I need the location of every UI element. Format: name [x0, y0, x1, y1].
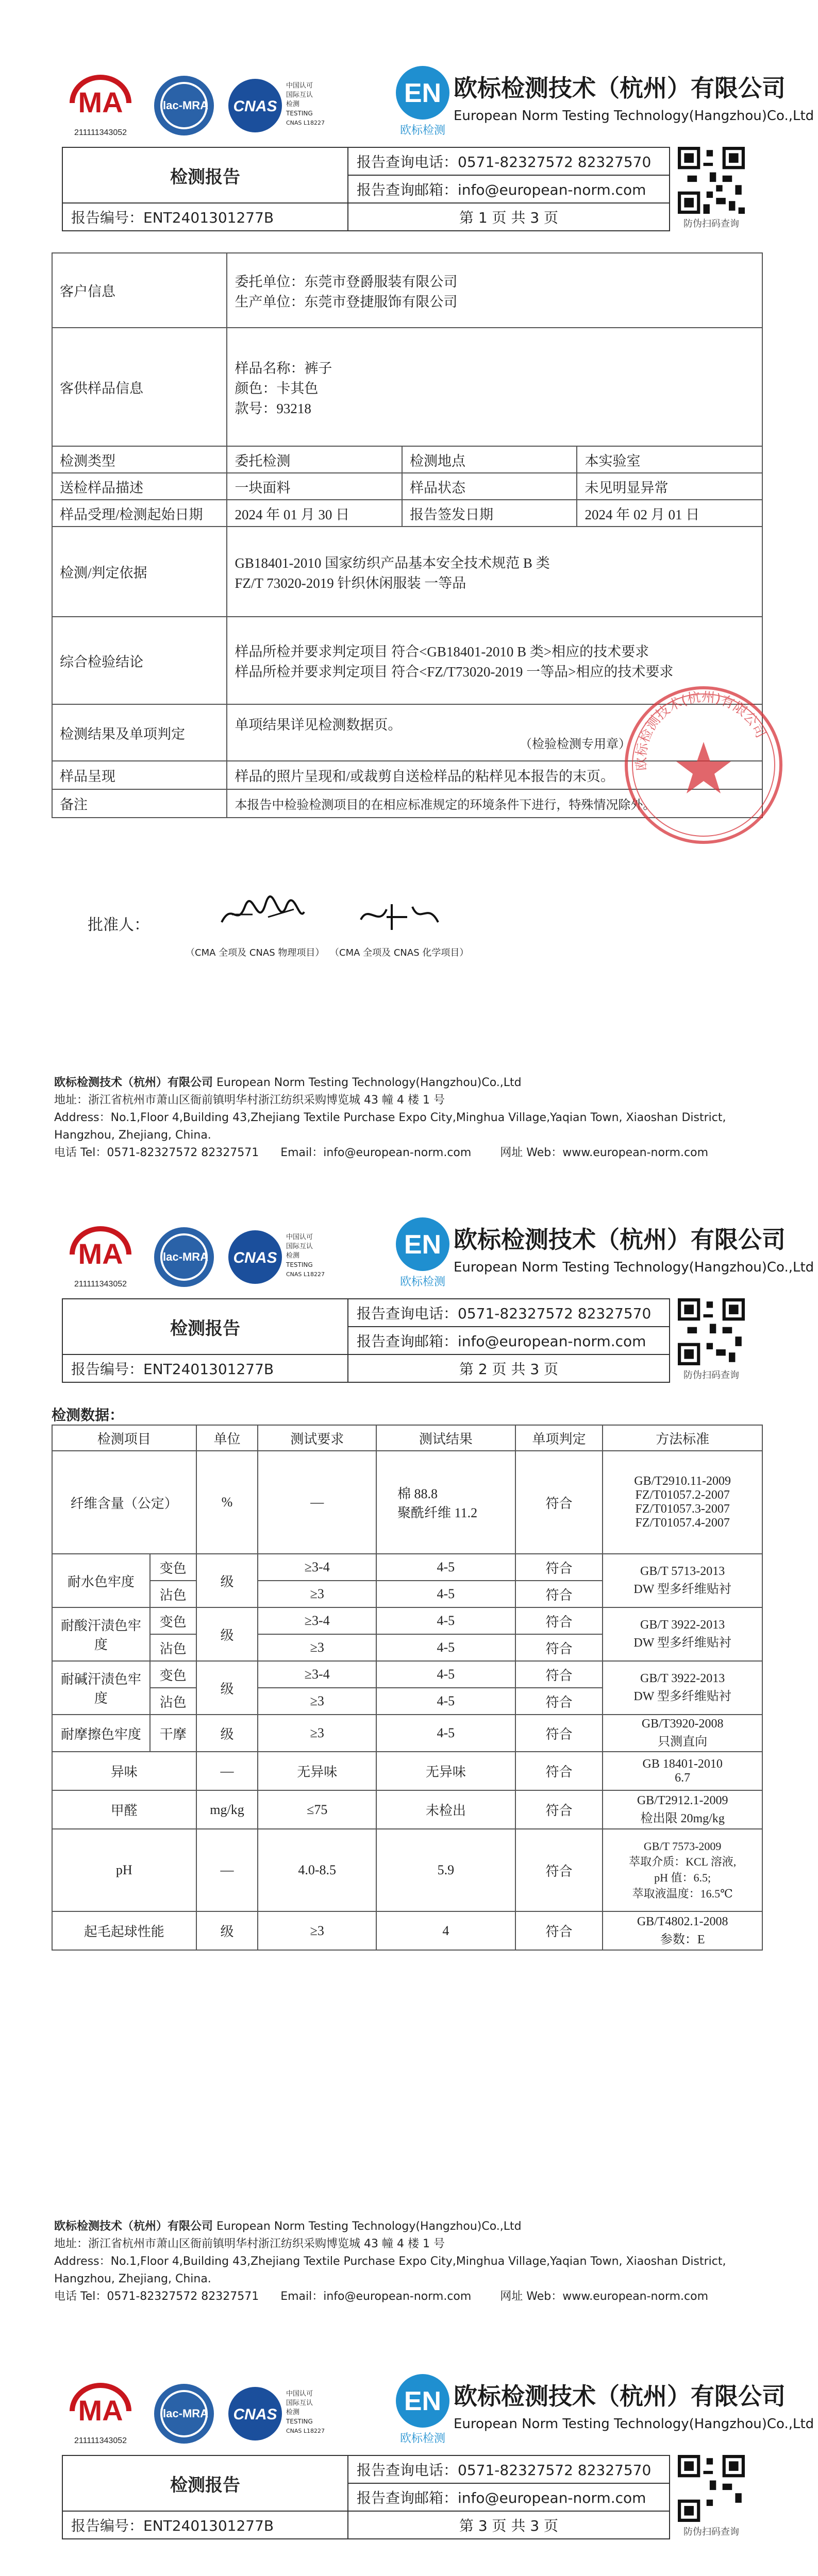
row-item: 耐摩擦色牢度	[52, 1715, 150, 1752]
company-name-cn: 欧标检测技术（杭州）有限公司	[454, 1226, 786, 1253]
appearance-label: 样品呈现	[52, 761, 227, 789]
report-number: 报告编号：ENT2401301277B	[62, 203, 348, 231]
sample-desc-value: 一块面料	[227, 473, 402, 500]
remark-value: 本报告中检验检测项目的在相应标准规定的环境条件下进行，特殊情况除外。	[227, 789, 762, 818]
row-sub: 变色	[150, 1554, 196, 1581]
report-ref-table	[62, 147, 670, 231]
svg-text:EN: EN	[404, 78, 442, 108]
row-judge: 符合	[515, 1607, 603, 1634]
result-label: 检测结果及单项判定	[52, 704, 227, 761]
svg-text:中国认可: 中国认可	[286, 1233, 313, 1241]
section-title: 检测数据：	[52, 1406, 124, 1423]
formaldehyde-method: GB/T2912.1-2009 检出限 20mg/kg	[603, 1790, 762, 1829]
receive-date-label: 样品受理/检测起始日期	[52, 500, 227, 527]
client-info-label: 客户信息	[52, 253, 227, 328]
conclusion-label: 综合检验结论	[52, 617, 227, 704]
svg-text:国际互认: 国际互认	[286, 2399, 313, 2407]
row-sub: 沾色	[150, 1688, 196, 1715]
row-judge: 符合	[515, 1715, 603, 1752]
odor-method: GB 18401-2010 6.7	[603, 1752, 762, 1790]
row-judge: 符合	[515, 1554, 603, 1581]
report-number: 报告编号：ENT2401301277B	[62, 2511, 348, 2539]
test-location-label: 检测地点	[402, 446, 577, 473]
row-req: ≥3-4	[258, 1607, 376, 1634]
row-sub: 干摩	[150, 1715, 196, 1752]
report-ref-table	[62, 1298, 670, 1383]
row-unit: 级	[196, 1607, 258, 1661]
svg-text:欧标检测: 欧标检测	[399, 1276, 446, 1289]
ilac-mra-logo	[151, 1224, 218, 1291]
svg-text:TESTING: TESTING	[286, 1261, 313, 1268]
row-req: ≥3	[258, 1688, 376, 1715]
odor-item: 异味	[52, 1752, 196, 1790]
table-row	[52, 1554, 762, 1581]
test-location-value: 本实验室	[577, 446, 762, 473]
report-page-3	[0, 2313, 818, 2576]
fiber-req: —	[258, 1451, 376, 1554]
result-value: 单项结果详见检测数据页。 （检验检测专用章）	[227, 704, 762, 761]
test-data-table	[52, 1425, 763, 1951]
row-result: 4-5	[376, 1715, 515, 1752]
client-info: 委托单位：东莞市登爵服装有限公司 生产单位：东莞市登捷服饰有限公司	[227, 253, 762, 328]
header-logos	[62, 1193, 814, 1311]
cma-logo	[62, 2375, 139, 2447]
row-judge: 符合	[515, 1581, 603, 1607]
table-row	[52, 1790, 762, 1829]
report-number: 报告编号：ENT2401301277B	[62, 1354, 348, 1382]
col-header-req: 测试要求	[258, 1425, 376, 1451]
row-result: 4-5	[376, 1634, 515, 1661]
row-sub: 沾色	[150, 1581, 196, 1607]
remark-label: 备注	[52, 789, 227, 818]
table-row	[52, 1661, 762, 1688]
row-method: GB/T 3922-2013 DW 型多纤维贴衬	[603, 1661, 762, 1715]
conclusion-value: 样品所检并要求判定项目 符合<GB18401-2010 B 类>相应的技术要求 样品所检并要求判定项目 符合<FZ/T73020-2019 一等品>相应的技术要求	[227, 617, 762, 704]
test-type-label: 检测类型	[52, 446, 227, 473]
row-item: 耐酸汗渍色牢度	[52, 1607, 150, 1661]
row-req: ≥3	[258, 1581, 376, 1607]
svg-text:国际互认: 国际互认	[286, 1243, 313, 1250]
table-row	[52, 1752, 762, 1790]
signature-1	[216, 891, 309, 938]
ph-item: pH	[52, 1829, 196, 1911]
ph-judge: 符合	[515, 1829, 603, 1911]
phone-row: 报告查询电话：0571-82327572 82327570	[348, 2455, 670, 2483]
ilac-mra-logo	[151, 2380, 218, 2447]
fiber-method: GB/T2910.11-2009 FZ/T01057.2-2007 FZ/T01057.3-2007 FZ/T01057.4-2007	[603, 1451, 762, 1554]
row-sub: 沾色	[150, 1634, 196, 1661]
qr-caption: 防伪扫码查询	[683, 218, 739, 229]
col-header-result: 测试结果	[376, 1425, 515, 1451]
ph-method: GB/T 7573-2009 萃取介质：KCL 溶液, pH 值：6.5; 萃取液温度：16.5℃	[603, 1829, 762, 1911]
issue-date-value: 2024 年 02 月 01 日	[577, 500, 762, 527]
svg-text:ilac-MRA: ilac-MRA	[159, 99, 209, 112]
row-item: 耐水色牢度	[52, 1554, 150, 1607]
svg-text:MA: MA	[78, 86, 123, 118]
row-req: ≥3	[258, 1634, 376, 1661]
svg-text:国际互认: 国际互认	[286, 91, 313, 99]
pilling-result: 4	[376, 1911, 515, 1950]
page-footer: 欧标检测技术（杭州）有限公司 European Norm Testing Technology(Hangzhou)Co.,Ltd 地址：浙江省杭州市萧山区衙前镇明华村浙江纺织采购博览城 43 幢 4 楼 1 号 Address：No.1,Floor 4,Building 43,Zhejiang Textile Purchase Expo City,Minghua Village,Yaqian Town, Xiaoshan District, Hangzhou, Zhejiang, China. 电话 Tel：0571-82327572 82327571 Email：info@european-norm.com 网址 Web：www.european-norm.com	[54, 1076, 726, 1159]
basis-value: GB18401-2010 国家纺织产品基本安全技术规范 B 类 FZ/T 73020-2019 针织休闲服装 一等品	[227, 527, 762, 617]
row-unit: 级	[196, 1661, 258, 1715]
qr-caption: 防伪扫码查询	[683, 2527, 739, 2537]
row-result: 4-5	[376, 1581, 515, 1607]
formaldehyde-unit: mg/kg	[196, 1790, 258, 1829]
sample-desc-label: 送检样品描述	[52, 473, 227, 500]
report-title: 检测报告	[62, 2455, 348, 2511]
page-footer: 欧标检测技术（杭州）有限公司 European Norm Testing Technology(Hangzhou)Co.,Ltd 地址：浙江省杭州市萧山区衙前镇明华村浙江纺织采购博览城 43 幢 4 楼 1 号 Address：No.1,Floor 4,Building 43,Zhejiang Textile Purchase Expo City,Minghua Village,Yaqian Town, Xiaoshan District, Hangzhou, Zhejiang, China. 电话 Tel：0571-82327572 82327571 Email：info@european-norm.com 网址 Web：www.european-norm.com	[54, 2220, 726, 2303]
receive-date-value: 2024 年 01 月 30 日	[227, 500, 402, 527]
row-judge: 符合	[515, 1661, 603, 1688]
pilling-method: GB/T4802.1-2008 参数：E	[603, 1911, 762, 1950]
pilling-item: 起毛起球性能	[52, 1911, 196, 1950]
svg-text:CNAS: CNAS	[233, 98, 277, 115]
qr-code	[678, 147, 745, 214]
sample-info-label: 客供样品信息	[52, 328, 227, 446]
svg-text:211111343052: 211111343052	[74, 128, 127, 137]
row-method: GB/T 5713-2013 DW 型多纤维贴衬	[603, 1554, 762, 1607]
fiber-unit: %	[196, 1451, 258, 1554]
svg-text:中国认可: 中国认可	[286, 2390, 313, 2398]
report-page-1	[0, 0, 818, 1157]
table-row	[52, 1911, 762, 1950]
ph-result: 5.9	[376, 1829, 515, 1911]
svg-text:EN: EN	[404, 2386, 442, 2416]
page-indicator: 第 3 页 共 3 页	[348, 2511, 670, 2539]
row-unit: 级	[196, 1715, 258, 1752]
formaldehyde-judge: 符合	[515, 1790, 603, 1829]
company-name-en: European Norm Testing Technology(Hangzhou)Co.,Ltd	[454, 108, 814, 124]
report-title: 检测报告	[62, 147, 348, 203]
ph-req: 4.0-8.5	[258, 1829, 376, 1911]
basis-label: 检测/判定依据	[52, 527, 227, 617]
phone-row: 报告查询电话：0571-82327572 82327570	[348, 147, 670, 175]
svg-text:211111343052: 211111343052	[74, 2436, 127, 2445]
formaldehyde-req: ≤75	[258, 1790, 376, 1829]
sample-info: 样品名称：裤子 颜色：卡其色 款号：93218	[227, 328, 762, 446]
col-header-method: 方法标准	[603, 1425, 762, 1451]
signature-2	[356, 894, 443, 938]
svg-text:欧标检测: 欧标检测	[399, 2432, 446, 2445]
qr-caption: 防伪扫码查询	[683, 1370, 739, 1381]
formaldehyde-result: 未检出	[376, 1790, 515, 1829]
svg-text:TESTING: TESTING	[286, 2418, 313, 2425]
row-unit: 级	[196, 1554, 258, 1607]
pilling-judge: 符合	[515, 1911, 603, 1950]
appearance-value: 样品的照片呈现和/或裁剪自送检样品的粘样见本报告的末页。	[227, 761, 762, 789]
table-row	[52, 1715, 762, 1752]
table-row	[52, 1451, 762, 1554]
report-ref-table	[62, 2455, 670, 2539]
row-req: ≥3-4	[258, 1661, 376, 1688]
signature-2-caption: （CMA 全项及 CNAS 化学项目）	[330, 947, 469, 958]
row-result: 4-5	[376, 1688, 515, 1715]
svg-text:TESTING: TESTING	[286, 110, 313, 117]
row-judge: 符合	[515, 1634, 603, 1661]
svg-text:检测: 检测	[286, 1252, 300, 1260]
col-header-judge: 单项判定	[515, 1425, 603, 1451]
cma-logo	[62, 67, 139, 139]
svg-text:中国认可: 中国认可	[286, 82, 313, 90]
row-result: 4-5	[376, 1607, 515, 1634]
row-sub: 变色	[150, 1607, 196, 1634]
svg-text:EN: EN	[404, 1230, 442, 1260]
svg-text:检测: 检测	[286, 100, 300, 108]
cma-logo	[62, 1218, 139, 1291]
row-method: GB/T3920-2008 只测直向	[603, 1715, 762, 1752]
table-row	[52, 1607, 762, 1634]
pilling-unit: 级	[196, 1911, 258, 1950]
email-row: 报告查询邮箱：info@european-norm.com	[348, 175, 670, 203]
issue-date-label: 报告签发日期	[402, 500, 577, 527]
cnas-logo	[227, 1224, 330, 1291]
fiber-judge: 符合	[515, 1451, 603, 1554]
company-name-en: European Norm Testing Technology(Hangzhou)Co.,Ltd	[454, 1260, 814, 1275]
approver-label: 批准人：	[88, 917, 149, 934]
pilling-req: ≥3	[258, 1911, 376, 1950]
phone-row: 报告查询电话：0571-82327572 82327570	[348, 1299, 670, 1327]
odor-result: 无异味	[376, 1752, 515, 1790]
svg-text:MA: MA	[78, 2394, 123, 2427]
row-method: GB/T 3922-2013 DW 型多纤维贴衬	[603, 1607, 762, 1661]
cnas-logo	[227, 2380, 330, 2447]
col-header-item: 检测项目	[52, 1425, 196, 1451]
row-result: 4-5	[376, 1661, 515, 1688]
odor-req: 无异味	[258, 1752, 376, 1790]
svg-text:ilac-MRA: ilac-MRA	[159, 2407, 209, 2420]
email-row: 报告查询邮箱：info@european-norm.com	[348, 1327, 670, 1354]
svg-text:CNAS: CNAS	[233, 2406, 277, 2423]
header-logos	[62, 2349, 814, 2468]
svg-text:CNAS L18227: CNAS L18227	[286, 2428, 325, 2434]
table-row	[52, 1829, 762, 1911]
svg-text:CNAS: CNAS	[233, 1249, 277, 1266]
svg-text:欧标检测: 欧标检测	[399, 124, 446, 137]
row-item: 耐碱汗渍色牢度	[52, 1661, 150, 1715]
svg-text:检测: 检测	[286, 2409, 300, 2416]
svg-text:欧标检测技术(杭州)有限公司: 欧标检测技术(杭州)有限公司	[633, 689, 769, 771]
email-row: 报告查询邮箱：info@european-norm.com	[348, 2483, 670, 2511]
company-name-cn: 欧标检测技术（杭州）有限公司	[454, 74, 786, 102]
col-header-unit: 单位	[196, 1425, 258, 1451]
qr-code	[678, 1298, 745, 1365]
official-stamp	[619, 680, 789, 850]
fiber-result: 棉 88.8 聚酰纤维 11.2	[376, 1451, 515, 1554]
sample-state-label: 样品状态	[402, 473, 577, 500]
row-req: ≥3	[258, 1715, 376, 1752]
signature-1-caption: （CMA 全项及 CNAS 物理项目）	[186, 947, 325, 958]
row-req: ≥3-4	[258, 1554, 376, 1581]
row-result: 4-5	[376, 1554, 515, 1581]
sample-state-value: 未见明显异常	[577, 473, 762, 500]
row-sub: 变色	[150, 1661, 196, 1688]
test-type-value: 委托检测	[227, 446, 402, 473]
row-judge: 符合	[515, 1688, 603, 1715]
ilac-mra-logo	[151, 72, 218, 139]
svg-text:MA: MA	[78, 1238, 123, 1270]
report-page-2	[0, 1157, 818, 2313]
svg-text:CNAS L18227: CNAS L18227	[286, 120, 325, 126]
odor-judge: 符合	[515, 1752, 603, 1790]
qr-code	[678, 2455, 745, 2522]
header-logos	[62, 41, 814, 160]
svg-text:ilac-MRA: ilac-MRA	[159, 1250, 209, 1263]
odor-unit: —	[196, 1752, 258, 1790]
table-header-row	[52, 1425, 762, 1451]
svg-text:211111343052: 211111343052	[74, 1280, 127, 1289]
fiber-item: 纤维含量（公定）	[52, 1451, 196, 1554]
company-name-en: European Norm Testing Technology(Hangzhou)Co.,Ltd	[454, 2416, 814, 2432]
page-indicator: 第 2 页 共 3 页	[348, 1354, 670, 1382]
ph-unit: —	[196, 1829, 258, 1911]
cnas-logo	[227, 72, 330, 139]
formaldehyde-item: 甲醛	[52, 1790, 196, 1829]
svg-text:CNAS L18227: CNAS L18227	[286, 1271, 325, 1278]
report-title: 检测报告	[62, 1299, 348, 1354]
company-name-cn: 欧标检测技术（杭州）有限公司	[454, 2382, 786, 2410]
page-indicator: 第 1 页 共 3 页	[348, 203, 670, 231]
